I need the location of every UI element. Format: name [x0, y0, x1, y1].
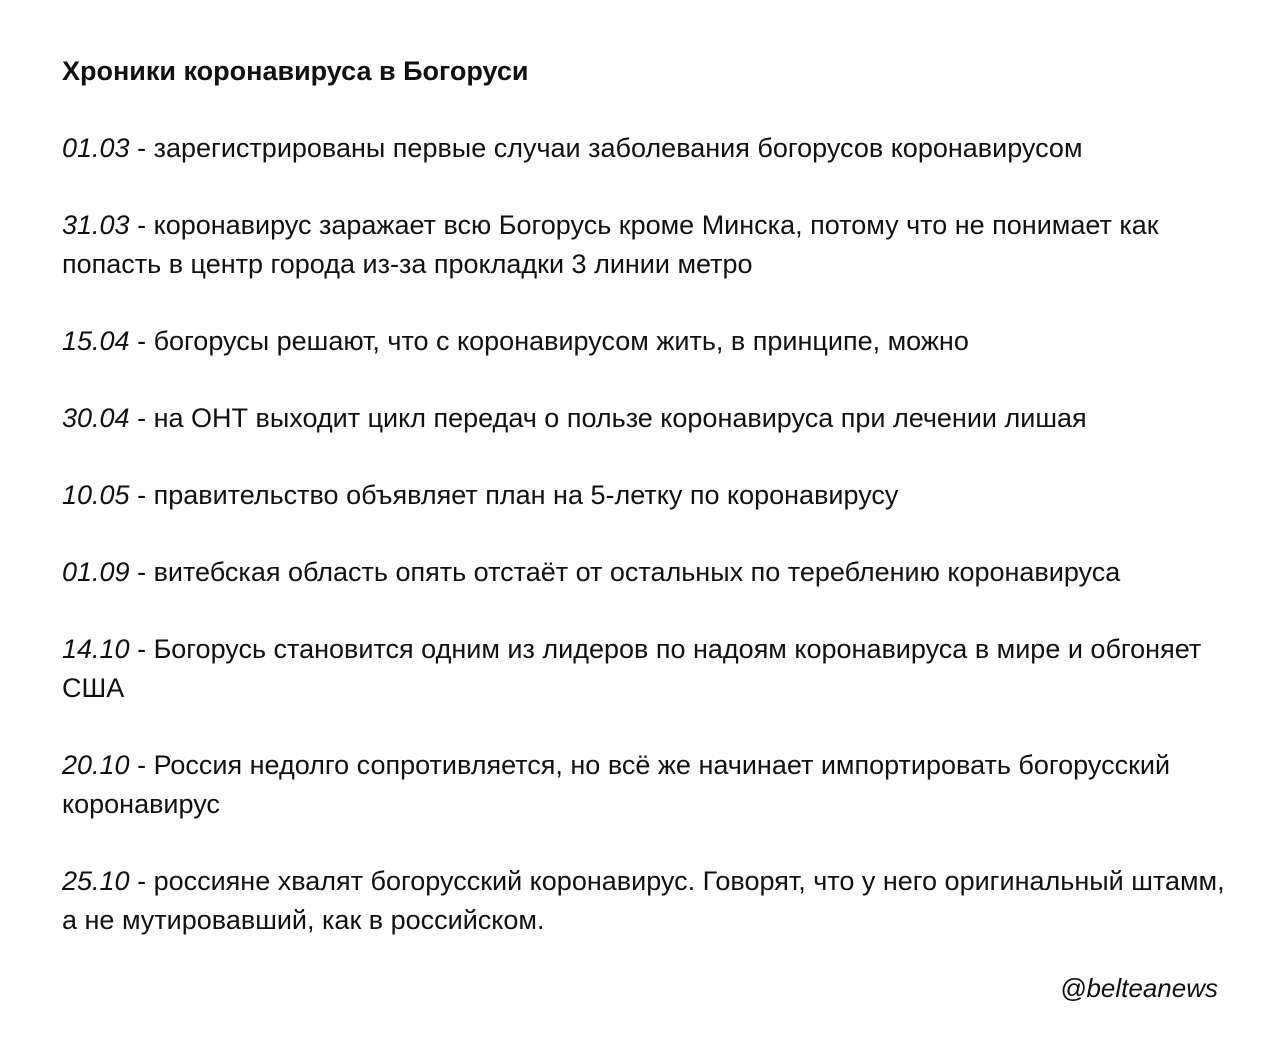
timeline-entry-3: [62, 322, 1232, 361]
entry-text: - богорусы решают, что с коронавирусом жить, в принципе, можно: [129, 326, 969, 356]
entry-date: 01.09: [62, 557, 130, 587]
timeline-entry-7: [62, 630, 1232, 708]
entry-text: - россияне хвалят богорусский коронавирус. Говорят, что у него оригинальный штамм, а не мутировавший, как в российском.: [62, 866, 1225, 935]
entry-text: - Богорусь становится одним из лидеров по надоям коронавируса в мире и обгоняет США: [62, 634, 1202, 703]
timeline-entry-4: [62, 399, 1232, 438]
entry-date: 01.03: [62, 133, 130, 163]
channel-signature: @belteanews: [1060, 973, 1218, 1003]
entry-date: 20.10: [62, 750, 130, 780]
entry-date: 15.04: [62, 326, 130, 356]
document-body: [62, 52, 1232, 978]
timeline-entry-9: [62, 862, 1232, 940]
entry-text: - на ОНТ выходит цикл передач о пользе коронавируса при лечении лишая: [129, 403, 1087, 433]
entry-text: - витебская область опять отстаёт от остальных по тереблению коронавируса: [129, 557, 1121, 587]
entry-date: 30.04: [62, 403, 130, 433]
entry-date: 31.03: [62, 210, 130, 240]
entry-date: 14.10: [62, 634, 130, 664]
entry-text: - коронавирус заражает всю Богорусь кроме Минска, потому что не понимает как попасть в центр города из-за прокладки 3 линии метро: [62, 210, 1159, 279]
entry-date: 10.05: [62, 480, 130, 510]
timeline-entry-2: [62, 206, 1232, 284]
timeline-entry-1: [62, 129, 1232, 168]
entry-text: - зарегистрированы первые случаи заболевания богорусов коронавирусом: [129, 133, 1083, 163]
entry-text: - Россия недолго сопротивляется, но всё же начинает импортировать богорусский коронавирус: [62, 750, 1171, 819]
timeline-entry-5: [62, 476, 1232, 515]
timeline-entry-6: [62, 553, 1232, 592]
timeline-entry-8: [62, 746, 1232, 824]
page-title: Хроники коронавируса в Богоруси: [62, 56, 529, 86]
entry-date: 25.10: [62, 866, 130, 896]
entry-text: - правительство объявляет план на 5-летку по коронавирусу: [129, 480, 899, 510]
